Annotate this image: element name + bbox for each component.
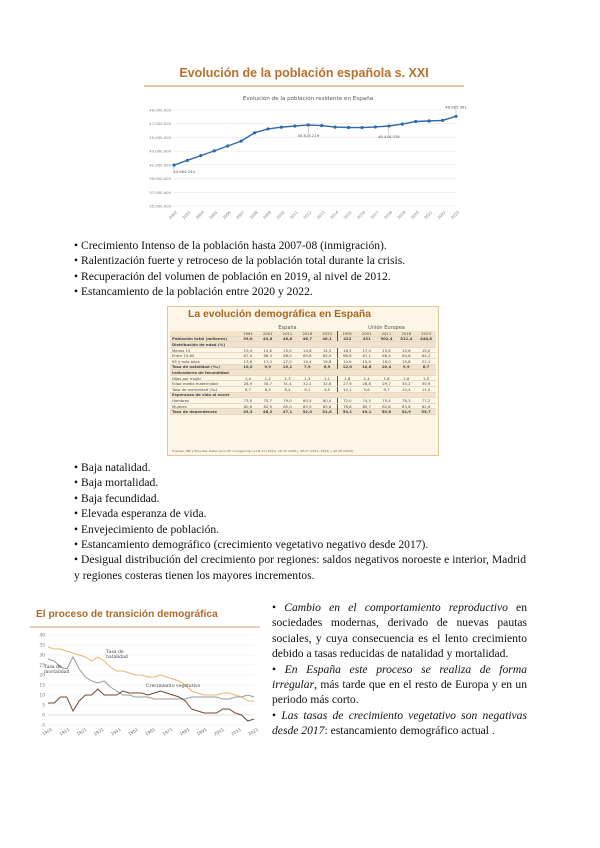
table-cell: 30,7 — [263, 381, 272, 387]
table-cell: 68,4 — [263, 353, 272, 359]
row-label: Entre 15-65 — [172, 353, 195, 359]
transition-chart-figure — [30, 605, 260, 740]
table-cell: 80,6 — [243, 403, 253, 409]
year-header-cell: 2011 — [381, 330, 392, 336]
y-tick-label: 15 — [39, 683, 45, 689]
table-cell: 50,6 — [381, 409, 392, 415]
x-tick-label: 1971 — [161, 726, 174, 737]
data-point — [280, 126, 283, 129]
annotation-label: 46.818.219 — [297, 132, 320, 138]
y-tick-label: 37.000.000 — [149, 189, 171, 195]
data-point — [293, 124, 296, 127]
y-tick-label: -5 — [40, 723, 45, 729]
x-tick-label: 1961 — [144, 726, 157, 737]
table-cell: 29,7 — [382, 381, 391, 387]
table-cell: 65,9 — [322, 353, 332, 359]
table-cell: 8,9 — [264, 386, 271, 392]
x-tick-label: 2004 — [194, 209, 205, 221]
table-cell: 9,5 — [324, 386, 331, 392]
table-cell: 48,1 — [322, 336, 332, 342]
table-cell: 39,0 — [243, 336, 253, 342]
table-cell: 10,6 — [361, 364, 372, 370]
x-tick-label: 2017 — [369, 209, 380, 221]
population-bullets — [74, 238, 405, 300]
x-tick-label: 2006 — [221, 209, 232, 221]
x-tick-label: 2020 — [409, 209, 420, 221]
table-cell: 15,6 — [382, 347, 391, 353]
data-point — [441, 119, 444, 122]
data-point — [347, 126, 350, 129]
table-cell: 66,6 — [337, 353, 357, 358]
y-tick-label: 10 — [39, 693, 45, 699]
population-chart-figure — [138, 60, 470, 230]
x-tick-label: 2009 — [261, 209, 273, 221]
table-cell: 54,9 — [401, 409, 411, 415]
table-cell: 9,9 — [402, 364, 410, 370]
row-label: 65 y más años — [172, 358, 200, 364]
demographic-table — [170, 325, 436, 415]
year-header-cell: 1991 — [243, 330, 253, 336]
paragraph: • Cambio en el comportamiento reproductivo en sociedades modernas, derivado de nuevas pautas sociales, y cuya consecuencia es el lento crecimiento debido a tasas reducidas de natalidad y mortalidad. — [272, 601, 527, 661]
row-label: Mujeres — [172, 403, 187, 409]
series-label: Tasa de mortalidad — [44, 665, 70, 675]
table-cell: 55,7 — [421, 409, 431, 415]
x-tick-label: 2007 — [234, 209, 246, 221]
data-point — [360, 126, 363, 129]
table-cell: 49,1 — [361, 409, 372, 415]
year-header-cell: 2001 — [361, 330, 372, 336]
transition-chart-heading: El proceso de transición demográfica — [36, 609, 218, 620]
table-cell: 73,5 — [243, 397, 253, 403]
table-cell: 10,4 — [402, 386, 411, 392]
table-cell: 67,1 — [362, 353, 371, 359]
y-tick-label: 43.000.000 — [149, 148, 171, 154]
data-point — [213, 149, 216, 152]
year-header-cell: 2011 — [282, 330, 293, 336]
table-cell: 15,6 — [402, 347, 411, 353]
x-tick-label: 2002 — [167, 209, 179, 221]
data-point — [334, 125, 337, 128]
year-header-cell: 2018 — [401, 330, 412, 336]
table-cell: 1,1 — [324, 375, 331, 381]
series-label: Tasa de natalidad — [106, 650, 128, 660]
table-cell: 82,9 — [421, 403, 431, 409]
x-tick-label: 1951 — [127, 726, 139, 737]
table-cell: 9,9 — [264, 364, 272, 370]
table-cell: 502,4 — [380, 336, 393, 342]
table-cell: 1,2 — [264, 375, 271, 381]
x-tick-label: 1941 — [110, 726, 122, 737]
table-cell: 431 — [362, 336, 371, 342]
y-tick-label: 0 — [42, 713, 45, 719]
group-spain: España — [278, 325, 297, 331]
table-cell: 49,3 — [243, 409, 253, 415]
table-cell: 14,8 — [303, 347, 312, 353]
table-cell: 448,8 — [420, 336, 433, 342]
table-cell: 68,0 — [283, 353, 292, 359]
table-cell: 1,4 — [363, 375, 370, 381]
x-tick-label: 2021 — [247, 726, 260, 737]
table-cell: 65,8 — [303, 353, 312, 359]
table-cell: 21,1 — [421, 358, 431, 364]
table-cell: 15,0 — [283, 347, 292, 353]
data-point — [414, 120, 417, 123]
table-cell: 18,5 — [337, 348, 357, 353]
table-cell: 75,7 — [263, 397, 272, 403]
x-tick-label: 2013 — [315, 209, 326, 221]
year-header-cell: 2023 — [322, 330, 332, 336]
data-point — [240, 139, 243, 142]
table-cell: 30,2 — [402, 381, 411, 387]
x-tick-label: 2012 — [302, 209, 313, 221]
bullet-item: • Crecimiento Intenso de la población hasta 2007-08 (inmigración). — [74, 239, 387, 252]
table-cell: 46,2 — [263, 409, 273, 415]
table-cell: 10,2 — [243, 364, 253, 370]
table-cell: 31,4 — [283, 381, 292, 387]
x-tick-label: 2021 — [422, 209, 434, 221]
characteristics-bullets — [74, 460, 526, 583]
y-tick-label: 35 — [39, 643, 45, 649]
bullet-item: • Ralentización fuerte y retroceso de la población total durante la crisis. — [74, 254, 406, 268]
row-label: Esperanza de vida al nacer — [172, 392, 230, 398]
table-cell: 1,3 — [284, 375, 291, 381]
table-cell: 32,6 — [322, 381, 332, 387]
table-cell: 78,3 — [402, 397, 411, 403]
table-cell: 77,2 — [421, 397, 431, 403]
x-tick-label: 2016 — [355, 209, 367, 221]
table-cell: 78,8 — [337, 404, 357, 409]
table-cell: 64,2 — [421, 353, 431, 359]
table-cell: 19,8 — [322, 358, 332, 364]
table-cell: 17,0 — [263, 358, 272, 364]
bullet-item: • Desigual distribución del crecimiento por regiones: saldos negativos noroeste e interior, Madrid y regiones costeras tienen los mayores incrementos. — [74, 553, 526, 582]
row-label: Hombres — [172, 397, 190, 403]
table-cell: 66,4 — [382, 353, 391, 359]
year-header-cell: 1991 — [337, 331, 357, 336]
table-cell: 27,9 — [337, 381, 357, 386]
table-cell: 47,1 — [282, 409, 293, 415]
table-cell: 18,0 — [382, 358, 391, 364]
table-row — [170, 409, 436, 415]
y-tick-label: 20 — [39, 673, 45, 679]
table-cell: 14,6 — [263, 347, 272, 353]
table-cell: 1,6 — [337, 376, 357, 381]
bullet-item: • Estancamiento demográfico (crecimiento vegetativo negativo desde 2017). — [74, 538, 429, 552]
table-cell: 52,0 — [302, 409, 312, 415]
table-cell: 19,4 — [243, 347, 253, 353]
data-point — [266, 127, 269, 130]
heading-rule — [30, 626, 260, 628]
y-tick-label: 45.000.000 — [149, 134, 171, 140]
table-cell: 10,1 — [337, 387, 357, 392]
annotation-label: 46.446.036 — [377, 134, 400, 140]
table-cell: 72,0 — [337, 398, 357, 403]
data-point — [401, 123, 404, 126]
table-cell: 1,4 — [244, 375, 251, 381]
table-heading: La evolución demográfica en España — [188, 309, 372, 320]
row-label: Hijos por mujer — [172, 375, 202, 381]
table-cell: 8,4 — [284, 386, 291, 392]
y-tick-label: 39.000.000 — [149, 176, 171, 182]
table-cell: 83,6 — [402, 403, 411, 409]
data-point — [186, 159, 189, 162]
table-cell: 85,9 — [303, 403, 312, 409]
data-point — [374, 125, 377, 128]
y-tick-label: 49.000.000 — [149, 107, 171, 113]
x-tick-label: 2022 — [436, 209, 447, 221]
y-tick-label: 35.000.000 — [149, 203, 171, 209]
x-tick-label: 1931 — [92, 726, 105, 737]
x-tick-label: 1901 — [41, 726, 54, 737]
table-cell: 422 — [337, 336, 357, 341]
annotation-label: 48.085.361 — [445, 104, 467, 110]
annotation-label: 40.964.244 — [173, 169, 195, 175]
table-cell: 46,7 — [302, 336, 312, 342]
table-cell: 80,7 — [362, 403, 371, 409]
population-chart-heading: Evolución de la población española s. XXI — [179, 66, 429, 80]
table-cell: 79,0 — [283, 397, 292, 403]
row-label: Distribución de edad (%) — [172, 341, 226, 347]
table-cell: 28,9 — [243, 381, 253, 387]
bullet-item: • Estancamiento de la población entre 2020 y 2022. — [74, 285, 313, 299]
year-header-cell: 2001 — [262, 330, 273, 336]
table-cell: 15,9 — [362, 358, 371, 364]
x-tick-label: 2015 — [342, 209, 353, 221]
table-cell: 15,0 — [421, 347, 431, 353]
table-cell: 64,6 — [402, 353, 411, 359]
table-cell: 8,7 — [244, 386, 251, 392]
table-cell: 10,1 — [282, 364, 293, 370]
table-cell: 80,5 — [303, 397, 312, 403]
table-cell: 46,8 — [282, 336, 293, 342]
bullet-item: • Elevada esperanza de vida. — [74, 507, 207, 521]
emphasis: Cambio en el comportamiento reproductivo — [284, 601, 508, 614]
x-tick-label: 2010 — [275, 209, 286, 221]
table-cell: 1,6 — [383, 375, 390, 381]
table-cell: 30,9 — [421, 381, 431, 387]
x-tick-label: 2011 — [230, 726, 242, 737]
bullet-item: • Envejecimiento de población. — [74, 522, 220, 536]
bullet-item: • Baja mortalidad. — [74, 476, 159, 490]
table-cell: 10,4 — [381, 364, 392, 370]
y-tick-label: 40 — [39, 633, 45, 639]
x-tick-label: 2008 — [248, 209, 259, 221]
population-chart-title: Evolución de la población residente en España — [242, 96, 374, 102]
table-cell: 7,9 — [303, 364, 311, 370]
table-cell: 14,9 — [337, 359, 357, 364]
y-tick-label: 30 — [39, 653, 45, 659]
year-header-cell: 2023 — [421, 330, 431, 336]
x-tick-label: 2018 — [382, 209, 393, 221]
data-point — [253, 131, 256, 134]
demographic-table-figure — [167, 306, 439, 456]
table-cell: 1,6 — [403, 375, 410, 381]
x-tick-label: 1981 — [178, 726, 191, 737]
emphasis: En España este proceso se realiza de forma irregular — [272, 662, 527, 692]
table-cell: 17,0 — [362, 347, 371, 353]
data-point — [320, 124, 323, 127]
table-cell: 85,8 — [322, 403, 332, 409]
table-cell: 50,1 — [337, 409, 357, 414]
table-cell: 82,8 — [382, 403, 391, 409]
table-cell: 1,3 — [304, 375, 311, 381]
table-cell: 28,8 — [362, 381, 371, 387]
table-note: Fuentes: INE y Eurostat. Datos de la UE corresponden a UE-12 (1991), UE-15 (2001), UE-27 (2011, 2023) y UE-28 (2018). — [172, 449, 354, 453]
year-header-cell: 2018 — [302, 330, 313, 336]
x-tick-label: 2014 — [328, 209, 340, 221]
row-label: Tasa de mortalidad (‰) — [172, 386, 218, 392]
table-cell: 9,7 — [383, 386, 390, 392]
x-tick-label: 2011 — [288, 209, 299, 221]
row-label: Menos 15 — [172, 347, 191, 353]
table-cell: 14,3 — [322, 347, 332, 353]
heading-rule — [144, 85, 464, 87]
emphasis: Las tasas de crecimiento vegetativo son negativas desde 2017 — [272, 708, 527, 738]
table-cell: 11,0 — [421, 386, 431, 392]
bullet-item: • Baja natalidad. — [74, 461, 151, 474]
y-tick-label: 47.000.000 — [149, 121, 171, 127]
table-cell: 12,0 — [337, 364, 357, 369]
row-label: Población total (millones) — [172, 336, 228, 342]
x-tick-label: 1911 — [58, 726, 71, 737]
table-cell: 67,0 — [243, 353, 253, 359]
row-label: Tasa de dependencia — [172, 409, 217, 415]
table-cell: 19,4 — [303, 358, 312, 364]
bullet-item: • Recuperación del volumen de población en 2019, al nivel de 2012. — [74, 269, 391, 283]
x-tick-label: 2005 — [208, 209, 219, 221]
table-cell: 40,8 — [263, 336, 273, 342]
paragraph: • En España este proceso se realiza de forma irregular, más tarde que en el resto de Europa y en un periodo más corto. — [272, 662, 527, 707]
population-line-chart — [138, 88, 470, 230]
group-eu: Unión Europea — [368, 325, 405, 331]
y-tick-label: 5 — [42, 703, 45, 709]
data-point — [226, 144, 229, 147]
table-cell: 17,0 — [283, 358, 292, 364]
table-cell: 80,4 — [322, 397, 332, 403]
x-tick-label: 2023 — [449, 209, 461, 221]
data-point — [428, 119, 431, 122]
table-cell: 1,5 — [423, 375, 430, 381]
x-tick-label: 2019 — [396, 209, 407, 221]
x-tick-label: 1991 — [195, 726, 208, 737]
table-cell: 75,4 — [382, 397, 391, 403]
table-cell: 51,8 — [322, 409, 332, 415]
table-cell: 19,8 — [402, 358, 411, 364]
table-cell: 13,6 — [243, 358, 253, 364]
table-cell: 85,0 — [283, 403, 292, 409]
row-label: Indicadores de fecundidad — [172, 369, 229, 375]
table-cell: 82,9 — [263, 403, 272, 409]
x-tick-label: 2003 — [181, 209, 192, 221]
table-cell: 32,2 — [303, 381, 312, 387]
series-label: Crecimiento vegetativo — [146, 684, 201, 689]
table-cell: 9,6 — [363, 386, 370, 392]
transition-explanation — [272, 600, 527, 739]
y-tick-label: 25 — [39, 663, 45, 669]
table-cell: 74,5 — [362, 397, 371, 403]
x-tick-label: 1921 — [75, 726, 88, 737]
x-tick-label: 2001 — [213, 726, 225, 737]
paragraph: • Las tasas de crecimiento vegetativo son negativas desde 2017: estancamiento demográfico actual . — [272, 708, 527, 738]
table-cell: 6,9 — [323, 364, 331, 370]
bullet-item: • Baja fecundidad. — [74, 491, 160, 505]
row-label: Tasa de natalidad (‰) — [172, 364, 220, 370]
table-cell: 9,1 — [304, 386, 311, 392]
table-cell: 8,7 — [422, 364, 430, 370]
transition-line-chart — [30, 629, 260, 740]
row-label: Edad media maternidad — [172, 381, 218, 387]
data-point — [199, 154, 202, 157]
y-tick-label: 41.000.000 — [149, 162, 171, 168]
table-cell: 512,4 — [400, 336, 413, 342]
